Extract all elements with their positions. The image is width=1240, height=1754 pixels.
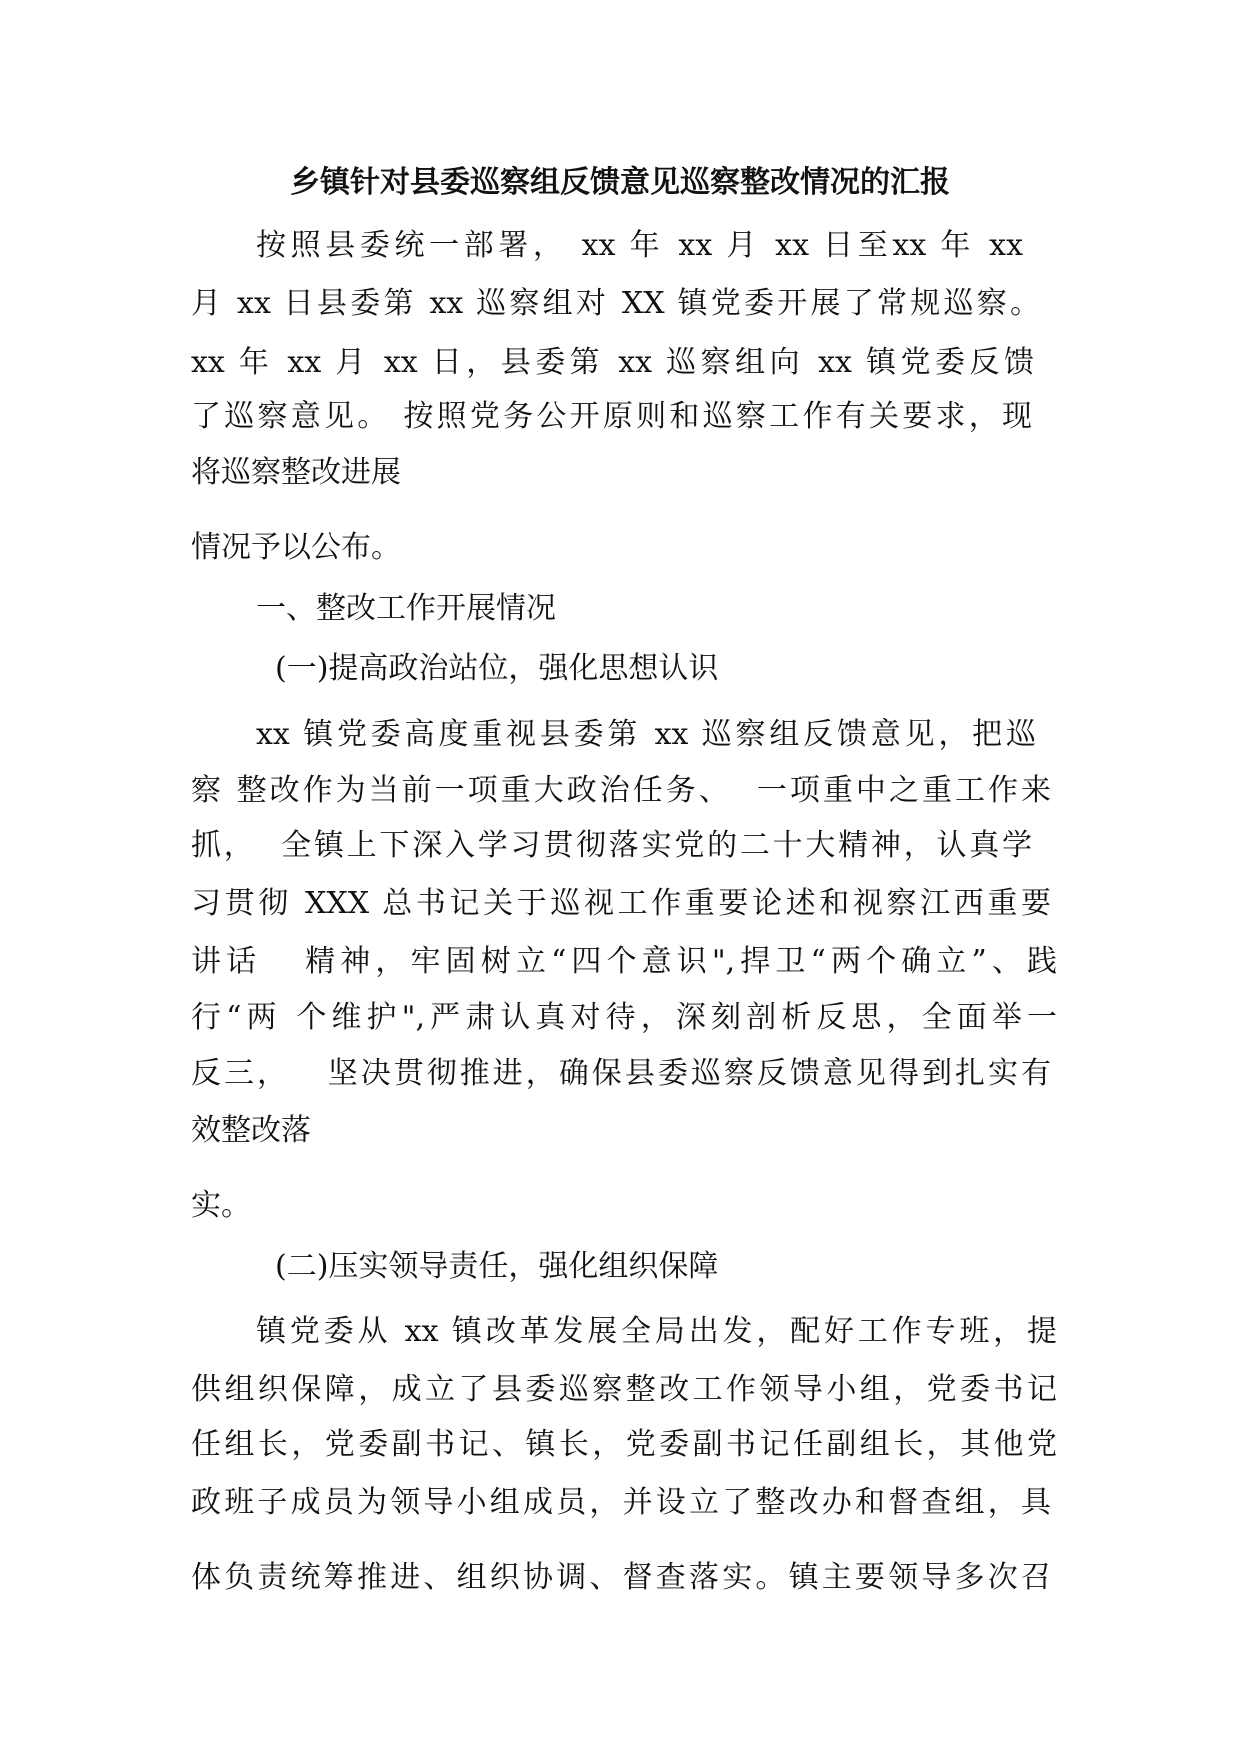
body-line: 月 xx 日县委第 xx 巡察组对 XX 镇党委开展了常规巡察。 xyxy=(191,286,1040,321)
body-line: 了巡察意见。 按照党务公开原则和巡察工作有关要求，现 xyxy=(191,399,1032,434)
subsection-heading: (一)提高政治站位，强化思想认识 xyxy=(275,651,719,686)
section-heading: 一、整改工作开展情况 xyxy=(256,591,556,626)
body-line: 行“两 个维护",严肃认真对待，深刻剖析反思，全面举一 xyxy=(191,1000,1057,1035)
body-line: xx 年 xx 月 xx 日，县委第 xx 巡察组向 xx 镇党委反馈 xyxy=(191,345,1034,380)
body-line: 实。 xyxy=(191,1188,251,1223)
body-line: 任组长，党委副书记、镇长，党委副书记任副组长，其他党 xyxy=(191,1427,1057,1462)
body-line: 习贯彻 XXX 总书记关于巡视工作重要论述和视察江西重要 xyxy=(191,886,1051,921)
body-line: 按照县委统一部署， xx 年 xx 月 xx 日至xx 年 xx xyxy=(256,228,1023,263)
body-line: 反三， 坚决贯彻推进，确保县委巡察反馈意见得到扎实有 xyxy=(191,1056,1051,1091)
body-line: xx 镇党委高度重视县委第 xx 巡察组反馈意见，把巡 xyxy=(256,717,1036,752)
page-title: 乡镇针对县委巡察组反馈意见巡察整改情况的汇报 xyxy=(290,165,950,200)
body-line: 察 整改作为当前一项重大政治任务、 一项重中之重工作来 xyxy=(191,773,1051,808)
body-line: 镇党委从 xx 镇改革发展全局出发，配好工作专班，提 xyxy=(256,1314,1057,1349)
body-line: 政班子成员为领导小组成员，并设立了整改办和督查组，具 xyxy=(191,1485,1051,1520)
body-line: 体负责统筹推进、组织协调、督查落实。镇主要领导多次召 xyxy=(191,1560,1051,1595)
body-line: 供组织保障，成立了县委巡察整改工作领导小组，党委书记 xyxy=(191,1372,1057,1407)
body-line: 效整改落 xyxy=(191,1113,311,1148)
body-line: 抓， 全镇上下深入学习贯彻落实党的二十大精神，认真学 xyxy=(191,828,1032,863)
body-line: 情况予以公布。 xyxy=(191,530,401,565)
body-line: 讲话 精神，牢固树立“四个意识",捍卫“两个确立”、践 xyxy=(191,944,1057,979)
subsection-heading: (二)压实领导责任，强化组织保障 xyxy=(275,1249,719,1284)
body-line: 将巡察整改进展 xyxy=(191,455,401,490)
